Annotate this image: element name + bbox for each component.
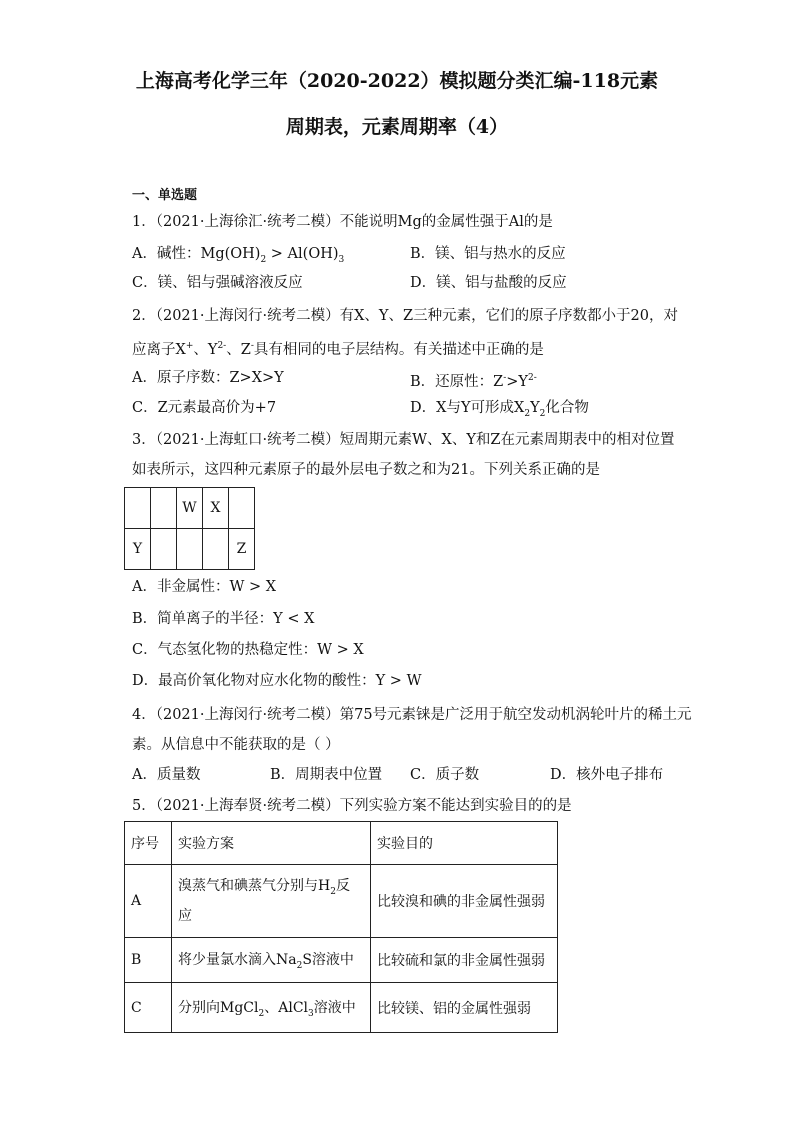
row-goal: 比较镁、铝的金属性强弱 [371,983,558,1033]
q1-option-a: A．碱性：$Mg(OH)_2 > Al(OH)_3$ [132,246,345,265]
table-cell: X [203,488,229,529]
table-cell [151,529,177,570]
title-line-1: 上海高考化学三年（2020-2022）模拟题分类汇编-118元素 [135,70,659,92]
table-cell [151,488,177,529]
row-id: A [125,865,172,938]
q4-stem-line-1: 4．（2021·上海闵行·统考二模）第75号元素铼是广泛用于航空发动机涡轮叶片的稀土元 [132,707,692,723]
q5-stem: 5．（2021·上海奉贤·统考二模）下列实验方案不能达到实验目的的是 [132,798,572,814]
table-row [125,983,558,1033]
title-line-2: 周期表，元素周期率（4） [285,116,509,138]
q3-option-c: C．气态氢化物的热稳定性：W > X [132,642,364,658]
q3-stem-line-1: 3．（2021·上海虹口·统考二模）短周期元素W、X、Y和Z在元素周期表中的相对位置 [132,432,675,448]
q2-option-c: C．Z元素最高价为+7 [132,400,277,416]
column-header: 实验目的 [371,822,558,865]
q4-option-c: C．质子数 [410,767,480,783]
row-id: C [125,983,172,1033]
q2-stem-line-2: 应离子X+、$Y^{2-}$、Z-具有相同的电子层结构。有关描述中正确的是 [132,341,544,358]
q2-stem-line-1: 2．（2021·上海闵行·统考二模）有X、Y、Z三种元素，它们的原子序数都小于20，对 [132,308,679,324]
q1-option-b: B．镁、铝与热水的反应 [410,246,566,262]
table-cell [229,488,255,529]
table-row [125,865,558,938]
table-row [125,488,255,529]
table-cell [177,529,203,570]
row-id: B [125,938,172,983]
table-cell [203,529,229,570]
table-row [125,938,558,983]
table-cell [125,488,151,529]
row-plan: 将少量氯水滴入$Na_2S$溶液中 [172,938,371,983]
row-goal: 比较硫和氯的非金属性强弱 [371,938,558,983]
q4-option-a: A．质量数 [132,767,201,783]
row-plan: 分别向MgCl$_2$、AlCl$_3$溶液中 [172,983,371,1033]
q4-option-d: D．核外电子排布 [550,767,664,783]
column-header: 序号 [125,822,172,865]
q2-option-d: D．X与Y可形成$X_2Y_2$化合物 [410,400,589,419]
experiment-table [124,821,558,1033]
q1-stem: 1．（2021·上海徐汇·统考二模）不能说明Mg的金属性强于Al的是 [132,214,553,230]
row-plan: 溴蒸气和碘蒸气分别与$H_2$反 应 [172,865,371,938]
q3-option-b: B．简单离子的半径：Y < X [132,611,315,627]
periodic-position-table [124,487,255,570]
q1-option-c: C．镁、铝与强碱溶液反应 [132,275,303,291]
q4-option-b: B．周期表中位置 [270,767,383,783]
q2-option-a: A．原子序数：Z>X>Y [132,370,284,386]
table-header-row [125,822,558,865]
q2-option-b: B．还原性：$Z^->Y^{2-}$ [410,373,537,390]
q3-option-d: D．最高价氧化物对应水化物的酸性：Y > W [132,673,422,689]
q4-stem-line-2: 素。从信息中不能获取的是（ ） [132,737,340,753]
q3-stem-line-2: 如表所示，这四种元素原子的最外层电子数之和为21。下列关系正确的是 [132,462,600,478]
section-heading: 一、单选题 [132,188,198,203]
table-cell: Y [125,529,151,570]
row-goal: 比较溴和碘的非金属性强弱 [371,865,558,938]
table-cell: W [177,488,203,529]
q3-option-a: A．非金属性：W > X [132,579,277,595]
table-cell: Z [229,529,255,570]
q1-option-d: D．镁、铝与盐酸的反应 [410,275,567,291]
table-row [125,529,255,570]
column-header: 实验方案 [172,822,371,865]
